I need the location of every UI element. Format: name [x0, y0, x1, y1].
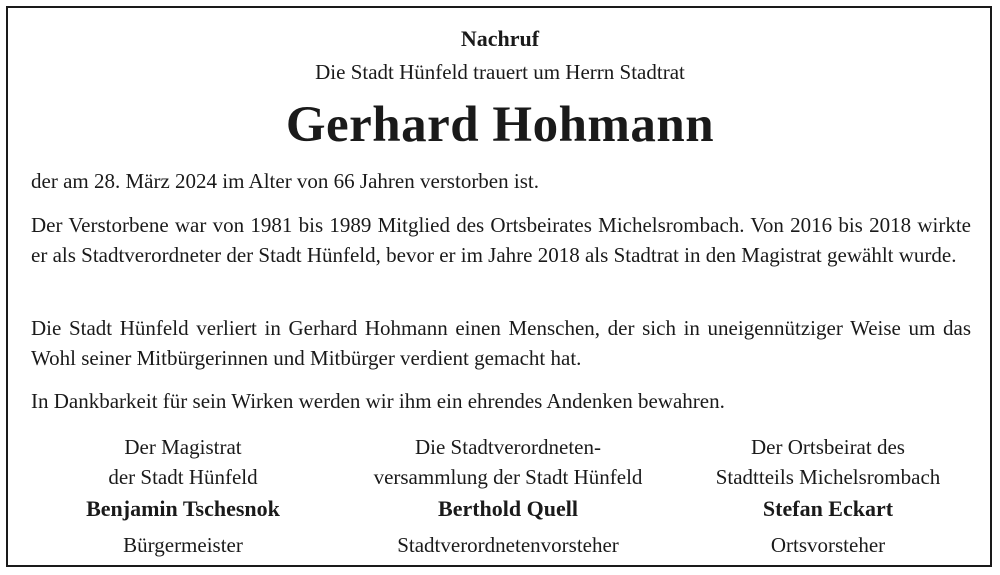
notice-subtitle: Die Stadt Hünfeld trauert um Herrn Stadtrat — [315, 60, 685, 84]
signature-person: Stefan Eckart — [762, 496, 894, 521]
signature-person: Benjamin Tschesnok — [86, 496, 280, 521]
signature-person: Berthold Quell — [438, 496, 578, 521]
signature-org-line: Die Stadtverordneten- — [414, 435, 602, 459]
paragraph-career: Der Verstorbene war von 1981 bis 1989 Mitglied des Ortsbeirates Michelsrombach. Von 2016 bis 2018 wirkte er als Stadtverordneter der Stadt Hünfeld, bevor er im Jahre 2018 als Stadtrat in den Magistrat gewählt wurde. — [31, 213, 971, 267]
signature-ortsbeirat — [668, 432, 988, 560]
signature-stadtverordnetenversammlung — [348, 432, 668, 560]
signature-role: Bürgermeister — [123, 533, 243, 557]
signature-role: Ortsvorsteher — [770, 533, 886, 557]
signature-magistrat — [23, 432, 343, 560]
paragraph-tribute: Die Stadt Hünfeld verliert in Gerhard Hohmann einen Menschen, der sich in uneigennütziger Weise um das Wohl seiner Mitbürgerinnen und Mitbürger verdient gemacht hat. — [31, 316, 971, 370]
signature-role: Stadtverordnetenvorsteher — [397, 533, 619, 557]
notice-heading: Nachruf — [460, 26, 540, 51]
signature-org-line: Der Magistrat — [124, 435, 242, 459]
signature-org-line: versammlung der Stadt Hünfeld — [373, 465, 643, 489]
deceased-name: Gerhard Hohmann — [285, 97, 715, 153]
signature-org-line: der Stadt Hünfeld — [108, 465, 258, 489]
paragraph-gratitude: In Dankbarkeit für sein Wirken werden wir ihm ein ehrendes Andenken bewahren. — [31, 389, 725, 413]
paragraph-death-date: der am 28. März 2024 im Alter von 66 Jahren verstorben ist. — [31, 169, 539, 193]
signature-org-line: Der Ortsbeirat des — [751, 435, 905, 459]
signature-org-line: Stadtteils Michelsrombach — [715, 465, 941, 489]
